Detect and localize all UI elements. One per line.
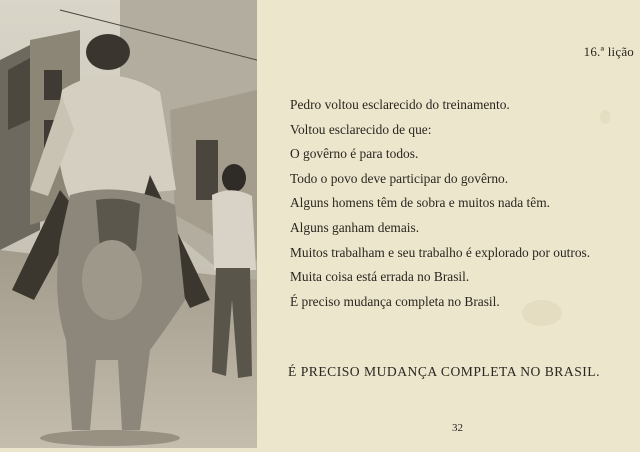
street-scene-illustration <box>0 0 257 448</box>
paper-stain <box>600 110 610 124</box>
text-line: Alguns homens têm de sobra e muitos nada têm. <box>290 195 550 211</box>
text-line: Voltou esclarecido de que: <box>290 121 432 137</box>
text-line: Muita coisa está errada no Brasil. <box>290 269 470 285</box>
text-line: O govêrno é para todos. <box>290 146 419 162</box>
page-number: 32 <box>452 422 463 434</box>
text-line: Todo o povo deve participar do govêrno. <box>290 170 509 186</box>
text-line: Alguns ganham demais. <box>290 219 420 235</box>
lesson-text <box>290 93 640 314</box>
closing-statement: É PRECISO MUDANÇA COMPLETA NO BRASIL. <box>288 364 600 379</box>
text-line: É preciso mudança completa no Brasil. <box>290 293 500 309</box>
text-line: Muitos trabalham e seu trabalho é explorado por outros. <box>290 244 591 260</box>
lesson-number: 16.ª lição <box>583 44 634 59</box>
text-line: Pedro voltou esclarecido do treinamento. <box>290 97 510 112</box>
paper-stain <box>522 300 562 326</box>
photograph-man-on-donkey <box>0 0 257 448</box>
